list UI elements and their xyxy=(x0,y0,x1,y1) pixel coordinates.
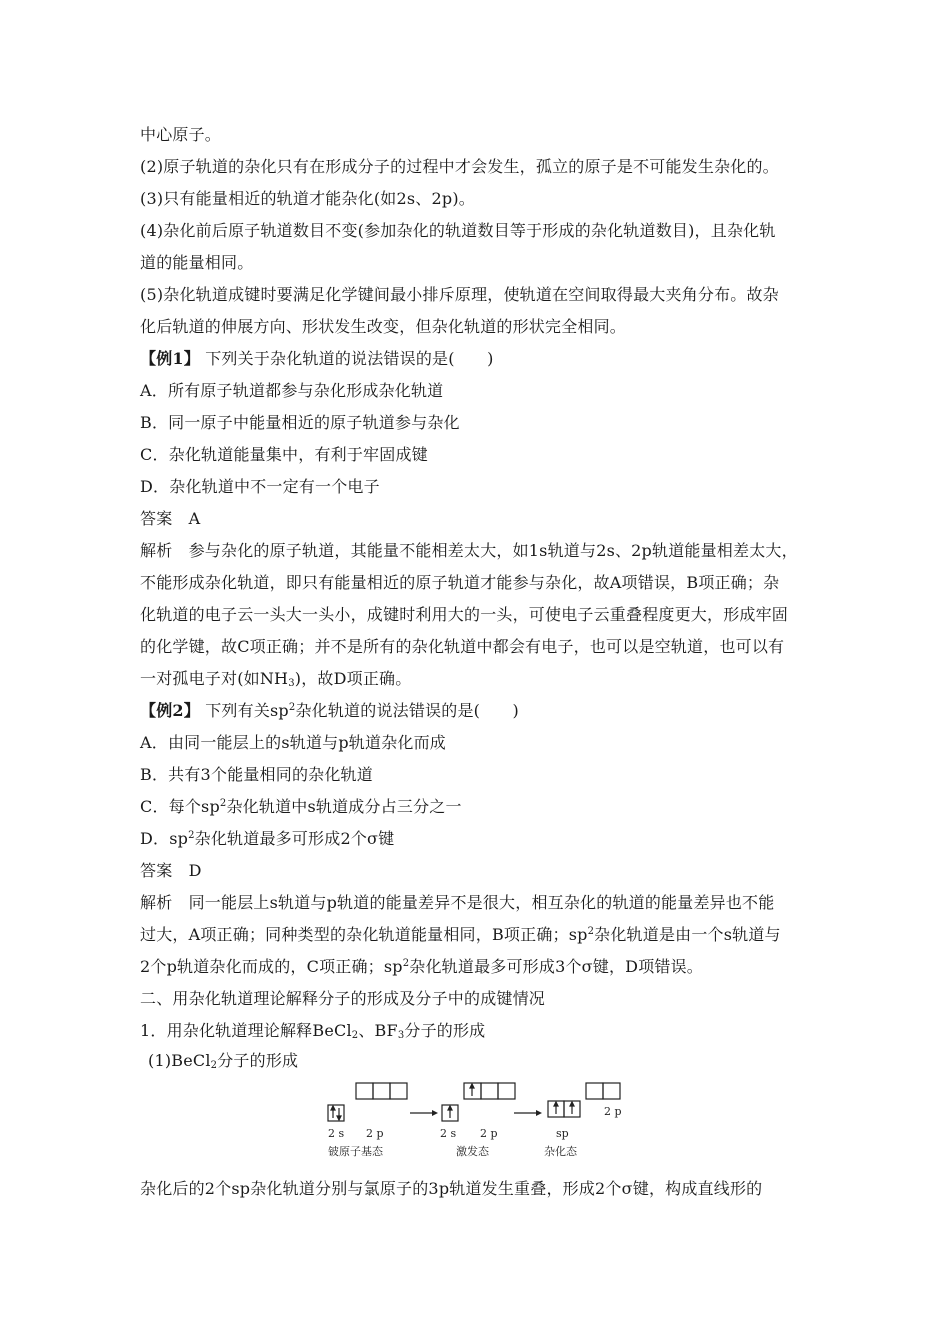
orbital-box-2p xyxy=(603,1083,620,1099)
orbital-label: 2 p xyxy=(604,1105,622,1118)
orbital-hybridization-diagram xyxy=(320,1075,640,1165)
text-line: (4)杂化前后原子轨道数目不变(参加杂化的轨道数目等于形成的杂化轨道数目)，且杂化轨 xyxy=(140,221,776,240)
text-run: 杂化轨道的说法错误的是( ) xyxy=(295,701,519,720)
orbital-label: 2 s xyxy=(328,1127,345,1140)
option-d: D．杂化轨道中不一定有一个电子 xyxy=(140,477,380,496)
electron-up-icon xyxy=(331,1106,335,1110)
example-1-tag: 【例1】 xyxy=(140,349,200,368)
answer-line: 答案 A xyxy=(140,509,201,528)
explanation-line xyxy=(140,924,820,946)
answer-line: 答案 D xyxy=(140,861,202,880)
orbital-box-2p xyxy=(586,1083,603,1099)
explanation-line xyxy=(140,668,820,690)
arrowhead-icon xyxy=(536,1110,542,1116)
state-caption: 杂化态 xyxy=(544,1145,577,1158)
text-run: 一对孤电子对(如NH xyxy=(140,669,289,688)
text-line: 杂化后的2个sp杂化轨道分别与氯原子的3p轨道发生重叠，形成2个σ键，构成直线形的 xyxy=(140,1179,763,1198)
orbital-box-2p xyxy=(498,1083,515,1099)
text-run: 杂化轨道中s轨道成分占三分之一 xyxy=(226,797,462,816)
subscript: 3 xyxy=(397,1030,405,1041)
text-run: 分子的形成 xyxy=(217,1051,299,1070)
text-run: 分子的形成 xyxy=(404,1021,486,1040)
explanation-line: 不能形成杂化轨道，即只有能量相近的原子轨道才能参与杂化，故A项错误，B项正确；杂 xyxy=(140,573,780,592)
text-line: 中心原子。 xyxy=(140,125,222,144)
orbital-box-2p xyxy=(356,1083,373,1099)
text-line: (2)原子轨道的杂化只有在形成分子的过程中才会发生，孤立的原子是不可能发生杂化的。 xyxy=(140,157,779,176)
explanation-line: 的化学键，故C项正确；并不是所有的杂化轨道中都会有电子，也可以是空轨道，也可以有 xyxy=(140,637,785,656)
explanation-line: 化轨道的电子云一头大一头小，成键时利用大的一头，可使电子云重叠程度更大，形成牢固 xyxy=(140,605,789,624)
orbital-label: sp xyxy=(556,1127,569,1140)
subsection-heading xyxy=(140,1020,820,1042)
text-run: (1)BeCl xyxy=(148,1051,211,1070)
text-line: 道的能量相同。 xyxy=(140,253,254,272)
option-b: B．同一原子中能量相近的原子轨道参与杂化 xyxy=(140,413,460,432)
electron-up-icon xyxy=(554,1102,558,1106)
text-run: 杂化轨道是由一个s轨道与 xyxy=(594,925,781,944)
text-run: C．每个sp xyxy=(140,797,220,816)
arrowhead-icon xyxy=(432,1110,438,1116)
orbital-label: 2 p xyxy=(480,1127,498,1140)
orbital-box-2s xyxy=(328,1105,344,1121)
text-run: 、BF xyxy=(358,1021,398,1040)
electron-up-icon xyxy=(470,1084,474,1088)
section-heading: 二、用杂化轨道理论解释分子的形成及分子中的成键情况 xyxy=(140,989,546,1008)
text-run: 2个p轨道杂化而成的，C项正确；sp xyxy=(140,957,403,976)
text-run: 1．用杂化轨道理论解释BeCl xyxy=(140,1021,352,1040)
text-run: )，故D项正确。 xyxy=(294,669,412,688)
text-run: 过大，A项正确；同种类型的杂化轨道能量相同，B项正确；sp xyxy=(140,925,588,944)
orbital-box-2p xyxy=(390,1083,407,1099)
explanation-line: 解析 参与杂化的原子轨道，其能量不能相差太大，如1s轨道与2s、2p轨道能量相差太大， xyxy=(140,541,798,560)
electron-down-icon xyxy=(337,1116,341,1120)
subscript: 2 xyxy=(351,1030,359,1041)
orbital-label: 2 s xyxy=(440,1127,457,1140)
text-run: 下列有关sp xyxy=(199,701,289,720)
example-1-question xyxy=(140,348,820,370)
text-line: (3)只有能量相近的轨道才能杂化(如2s、2p)。 xyxy=(140,189,475,208)
text-run: D．sp xyxy=(140,829,189,848)
orbital-diagram-svg xyxy=(320,1075,640,1165)
superscript: 2 xyxy=(188,830,195,841)
option-c: C．杂化轨道能量集中，有利于牢固成键 xyxy=(140,445,428,464)
text-run: 杂化轨道最多可形成3个σ键，D项错误。 xyxy=(409,957,704,976)
option-a: A．由同一能层上的s轨道与p轨道杂化而成 xyxy=(140,733,447,752)
explanation-line: 解析 同一能层上s轨道与p轨道的能量差异不是很大，相互杂化的轨道的能量差异也不能 xyxy=(140,893,775,912)
superscript: 2 xyxy=(402,958,410,969)
orbital-label: 2 p xyxy=(366,1127,384,1140)
example-2-question xyxy=(140,700,820,722)
subsection-item xyxy=(148,1050,828,1072)
text-line: 化后轨道的伸展方向、形状发生改变，但杂化轨道的形状完全相同。 xyxy=(140,317,627,336)
subscript: 2 xyxy=(210,1060,218,1071)
option-d xyxy=(140,828,820,850)
text-run: 杂化轨道最多可形成2个σ键 xyxy=(194,829,395,848)
electron-up-icon xyxy=(570,1102,574,1106)
state-caption: 铍原子基态 xyxy=(328,1145,383,1158)
state-caption: 激发态 xyxy=(456,1145,489,1158)
option-c xyxy=(140,796,820,818)
text-line: (5)杂化轨道成键时要满足化学键间最小排斥原理，使轨道在空间取得最大夹角分布。故杂 xyxy=(140,285,779,304)
explanation-line xyxy=(140,956,820,978)
subscript: 3 xyxy=(288,678,295,689)
orbital-box-2p xyxy=(481,1083,498,1099)
option-a: A．所有原子轨道都参与杂化形成杂化轨道 xyxy=(140,381,444,400)
example-2-tag: 【例2】 xyxy=(140,701,200,720)
superscript: 2 xyxy=(288,702,296,713)
orbital-box-2p xyxy=(373,1083,390,1099)
electron-up-icon xyxy=(448,1106,452,1110)
question-text: 下列关于杂化轨道的说法错误的是( ) xyxy=(199,349,494,368)
option-b: B．共有3个能量相同的杂化轨道 xyxy=(140,765,373,784)
superscript: 2 xyxy=(587,926,595,937)
superscript: 2 xyxy=(219,798,227,809)
